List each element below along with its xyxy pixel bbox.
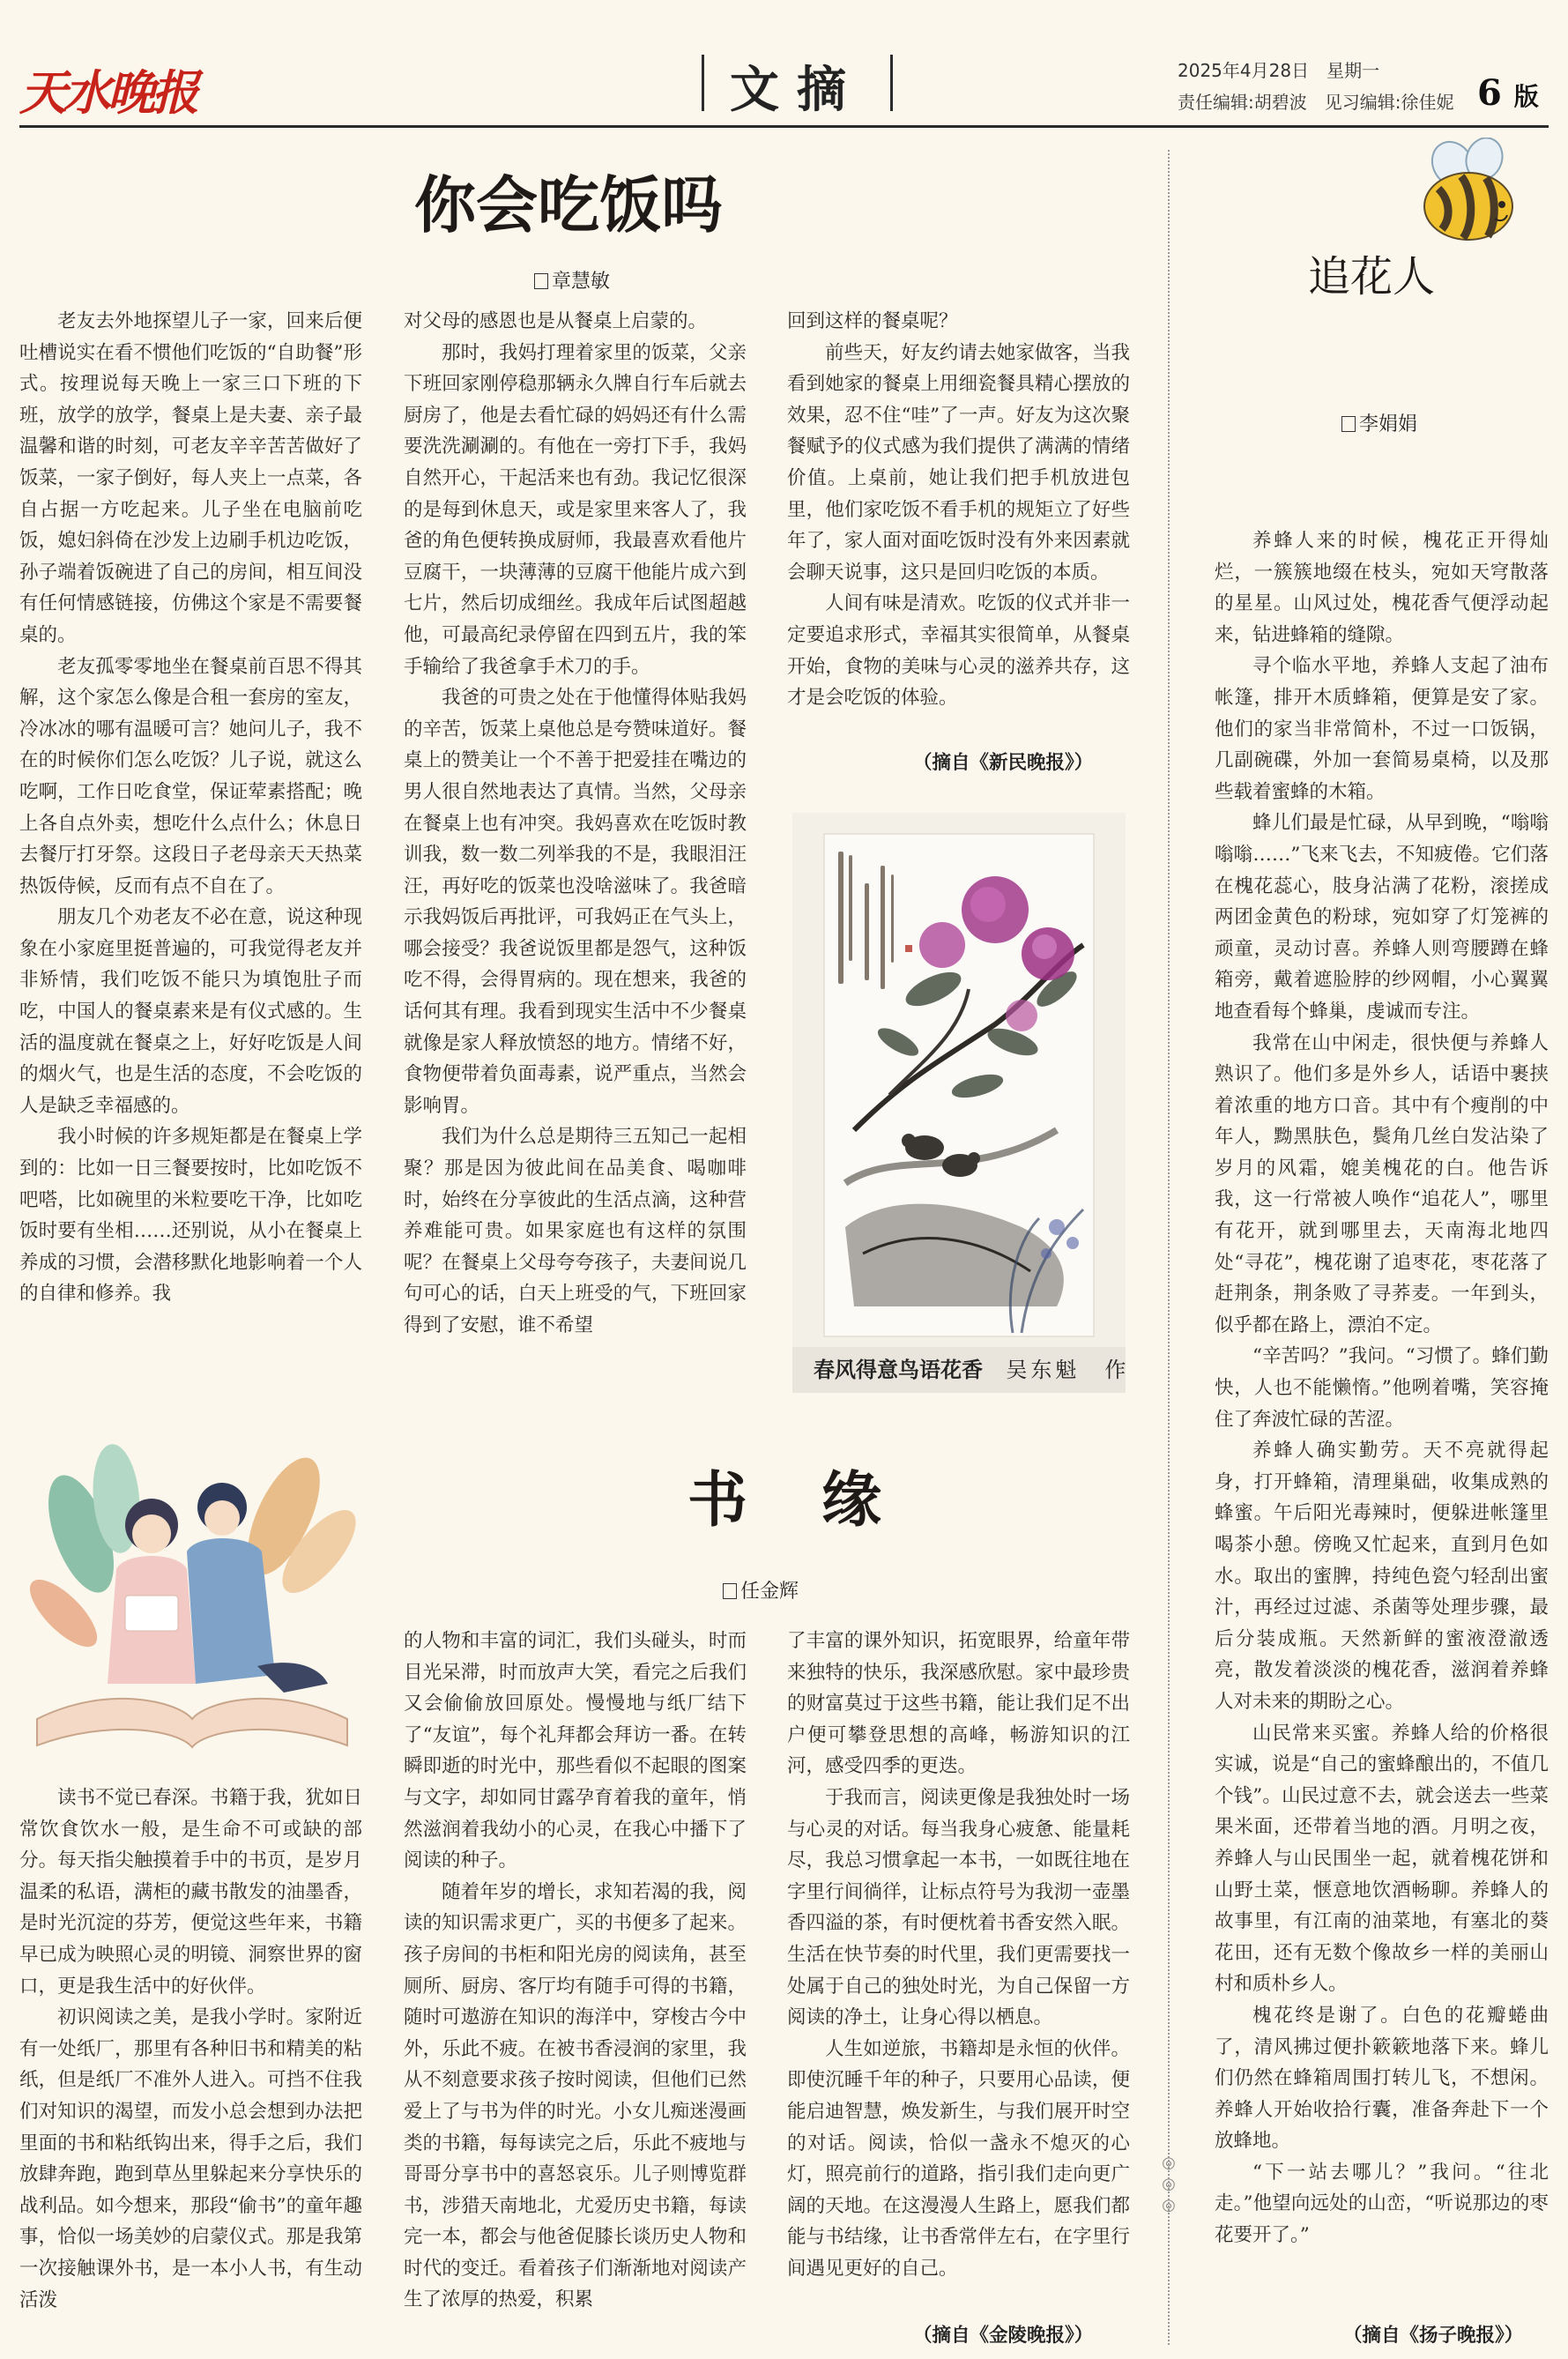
article2-title: 书 缘 (687, 1465, 889, 1536)
paragraph: 前些天，好友约请去她家做客，当我看到她家的餐桌上用细瓷餐具精心摆放的效果，忍不住“哇”了一声。好友为这次聚餐赋予的仪式感为我们提供了满满的情绪价值。上桌前，她让我们把手机放进包里，他们家吃饭不看手机的规矩立了好些年了，家人面对面吃饭时没有外来因素就会聊天说事，这只是回归吃饭的本质。 (787, 341, 1130, 584)
masthead-logo: 天水晚报 (19, 64, 196, 121)
paragraph: 养蜂人确实勤劳。天不亮就得起身，打开蜂箱，清理巢础，收集成熟的蜂蜜。午后阳光毒辣时，便躲进帐篷里喝茶小憩。傍晚又忙起来，直到月色如水。取出的蜜脾，持纯色瓷勺轻刮出蜜汁，再经过过滤、杀菌等处理步骤，最后分装成瓶。天然新鲜的蜜液澄澈透亮，散发着淡淡的槐花香，滋润着养蜂人对未来的期盼之心。 (1215, 1440, 1549, 1713)
article2-author: 任金辉 (740, 1581, 799, 1603)
paragraph: 我常在山中闲走，很快便与养蜂人熟识了。他们多是外乡人，话语中裹挟着浓重的地方口音。其中有个瘦削的中年人，黝黑肤色，鬓角几丝白发沾染了岁月的风霜，媲美槐花的白。他告诉我，这一行常被人唤作“追花人”，哪里有花开，就到哪里去，天南海北地四处“寻花”，槐花谢了追枣花，枣花落了赶荆条，荆条败了寻荞麦。一年到头，似乎都在路上，漂泊不定。 (1215, 1031, 1549, 1336)
article2-byline (723, 1576, 799, 1604)
paragraph: 于我而言，阅读更像是我独处时一场与心灵的对话。每当我身心疲惫、能量耗尽，我总习惯拿起一本书，一如既往地在字里行间徜徉，让标点符号为我沏一壶墨香四溢的茶，有时便枕着书香安然入眠。生活在快节奏的时代里，我们更需要找一处属于自己的独处时光，为自己保留一方阅读的净土，让身心得以栖息。 (787, 1786, 1130, 2029)
paragraph: 养蜂人来的时候，槐花正开得灿烂，一簇簇地缀在枝头，宛如天穹散落的星星。山风过处，槐花香气便浮动起来，钻进蜂箱的缝隙。 (1215, 530, 1549, 646)
article3-source: （摘自《扬子晚报》） (1343, 2325, 1524, 2347)
paragraph: 老友孤零零地坐在餐桌前百思不得其解，这个家怎么像是合租一套房的室友，冷冰冰的哪有温暖可言？她问儿子，我不在的时候你们怎么吃饭？儿子说，就这么吃啊，工作日吃食堂，保证荤素搭配；晚上各自点外卖，想吃什么点什么；休息日去餐厅打牙祭。这段日子老母亲天天热菜热饭侍候，反而有点不自在了。 (19, 655, 362, 897)
article1-byline (534, 266, 610, 294)
paragraph: 槐花终是谢了。白色的花瓣蜷曲了，清风拂过便扑簌簌地落下来。蜂儿们仍然在蜂箱周围打转儿飞，不想闲。养蜂人开始收拾行囊，准备奔赴下一个放蜂地。 (1215, 2004, 1549, 2153)
article3-column (1215, 525, 1549, 2320)
bird-and-flower-painting (792, 813, 1126, 1347)
paragraph: 老友去外地探望儿子一家，回来后便吐槽说实在看不惯他们吃饭的“自助餐”形式。按理说每天晚上一家三口下班的下班，放学的放学，餐桌上是夫妻、亲子最温馨和谐的时刻，可老友辛辛苦苦做好了饭菜，一家子倒好，每人夹上一点菜，各自占据一方吃起来。儿子坐在电脑前吃饭，媳妇斜倚在沙发上边刷手机边吃饭，孙子端着饭碗进了自己的房间，相互间没有任何情感链接，仿佛这个家是不需要餐桌的。 (19, 310, 362, 646)
painting-frame (792, 813, 1126, 1347)
paragraph: 我们为什么总是期待三五知己一起相聚？那是因为彼此间在品美食、喝咖啡时，始终在分享彼此的生活点滴，这种营养难能可贵。如果家庭也有这样的氛围呢？在餐桌上父母夸夸孩子，夫妻间说几句可心的话，白天上班受的气，下班回家得到了安慰，谁不希望 (404, 1126, 747, 1336)
paragraph: 的人物和丰富的词汇，我们头碰头，时而目光呆滞，时而放声大笑，看完之后我们又会偷偷放回原处。慢慢地与纸厂结下了“友谊”，每个礼拜都会拜访一番。在转瞬即逝的时光中，那些看似不起眼的图案与文字，却如同甘露孕育着我的童年，悄然滋润着我幼小的心灵，在我心中播下了阅读的种子。 (404, 1630, 747, 1872)
page-number-value: 6 (1477, 72, 1502, 114)
article2-source: （摘自《金陵晚报》） (913, 2325, 1094, 2347)
article1-author: 章慧敏 (552, 271, 611, 293)
article1-source: （摘自《新民晚报》） (913, 752, 1094, 774)
paragraph: 寻个临水平地，养蜂人支起了油布帐篷，排开木质蜂箱，便算是安了家。他们的家当非常简朴，不过一口饭锅，几副碗碟，外加一套简易桌椅，以及那些载着蜜蜂的木箱。 (1215, 655, 1549, 803)
paragraph: “辛苦吗？”我问。“习惯了。蜂们勤快，人也不能懒惰。”他咧着嘴，笑容掩住了奔波忙碌的苦涩。 (1215, 1345, 1549, 1431)
article2-column-3 (787, 1626, 1130, 2318)
article1-column-1 (19, 306, 362, 1408)
reading-couple-illustration (19, 1419, 365, 1772)
header-rule (19, 125, 1549, 128)
paragraph: 初识阅读之美，是我小学时。家附近有一处纸厂，那里有各种旧书和精美的粘纸，但是纸厂不准外人进入。可挡不住我们对知识的渴望，而发小总会想到办法把里面的书和粘纸钩出来，得手之后，我们放肆奔跑，跑到草丛里躲起来分享快乐的战利品。如今想来，那段“偷书”的童年趣事，恰似一场美妙的启蒙仪式。那是我第一次接触课外书，是一本小人书，有生动活泼 (19, 2006, 362, 2311)
paragraph: 读书不觉已春深。书籍于我，犹如日常饮食饮水一般，是生命不可或缺的部分。每天指尖触摸着手中的书页，是岁月温柔的私语，满柜的藏书散发的油墨香，是时光沉淀的芬芳，便觉这些年来，书籍早已成为映照心灵的明镜、洞察世界的窗口，更是我生活中的好伙伴。 (19, 1787, 362, 1998)
bee-icon (1407, 138, 1530, 252)
header-separator-left (702, 55, 704, 111)
divider-glyph: ◎ (1162, 2175, 1176, 2193)
paragraph: 随着年岁的增长，求知若渴的我，阅读的知识需求更广，买的书便多了起来。孩子房间的书柜和阳光房的阅读角，甚至厕所、厨房、客厅均有随手可得的书籍，随时可遨游在知识的海洋中，穿梭古今中外，乐此不疲。在被书香浸润的家里，我从不刻意要求孩子按时阅读，但他们已然爱上了与书为伴的时光。小女儿痴迷漫画类的书籍，每每读完之后，乐此不疲地与哥哥分享书中的喜怒哀乐。儿子则博览群书，涉猎天南地北，尤爱历史书籍，每读完一本，都会与他爸促膝长谈历史人物和时代的变迁。看着孩子们渐渐地对阅读产生了浓厚的热爱，积累 (404, 1880, 747, 2311)
paragraph: 了丰富的课外知识，拓宽眼界，给童年带来独特的快乐，我深感欣慰。家中最珍贵的财富莫过于这些书籍，能让我们足不出户便可攀登思想的高峰，畅游知识的江河，感受四季的更迭。 (787, 1630, 1130, 1778)
article1-title: 你会吃饭吗 (414, 168, 723, 242)
reading-illustration-svg (19, 1419, 365, 1772)
header-separator-right (890, 55, 893, 111)
paragraph: 我爸的可贵之处在于他懂得体贴我妈的辛苦，饭菜上桌他总是夸赞味道好。餐桌上的赞美让一个不善于把爱挂在嘴边的男人很自然地表达了真情。当然，父母亲在餐桌上也有冲突。我妈喜欢在吃饭时教训我，数一数二列举我的不是，我眼泪汪汪，再好吃的饭菜也没啥滋味了。我爸暗示我妈饭后再批评，可我妈正在气头上，哪会接受？我爸说饭里都是怨气，这种饭吃不得，会得胃病的。现在想来，我爸的话何其有理。我看到现实生活中不少餐桌就像是家人释放愤怒的地方。情绪不好，食物便带着负面毒素，说严重点，当然会影响胃。 (404, 687, 747, 1117)
painting-caption (792, 1347, 1130, 1393)
article3-byline (1341, 409, 1417, 436)
issue-date: 2025年4月28日 星期一 (1178, 60, 1380, 81)
paragraph: 回到这样的餐桌呢？ (787, 310, 958, 332)
divider-glyph: ◎ (1162, 2196, 1176, 2214)
article2-column-1 (19, 1782, 362, 2359)
article2-column-2 (404, 1626, 747, 2359)
article1-column-2 (404, 306, 747, 1408)
divider-glyph: ◎ (1162, 2154, 1176, 2172)
editor-credits: 责任编辑:胡碧波 见习编辑:徐佳妮 (1178, 92, 1454, 113)
page-number (1477, 72, 1539, 114)
article3-title: 追花人 (1308, 252, 1436, 301)
article1-column-3 (787, 306, 1130, 791)
paragraph: 对父母的感恩也是从餐桌上启蒙的。 (404, 310, 708, 332)
paragraph: 那时，我妈打理着家里的饭菜，父亲下班回家刚停稳那辆永久牌自行车后就去厨房了，他是去看忙碌的妈妈还有什么需要洗洗涮涮的。有他在一旁打下手，我妈自然开心，干起活来也有劲。我记忆很深的是每到休息天，或是家里来客人了，我爸的角色便转换成厨师，我最喜欢看他片豆腐干，一块薄薄的豆腐干他能片成六到七片，然后切成细丝。我成年后试图超越他，可最高纪录停留在四到五片，我的笨手输给了我爸拿手术刀的手。 (404, 341, 747, 678)
paragraph: 山民常来买蜜。养蜂人给的价格很实诚，说是“自己的蜜蜂酿出的，不值几个钱”。山民过意不去，就会送去一些菜果米面，还带着当地的酒。月明之夜，养蜂人与山民围坐一起，就着槐花饼和山野土菜，惬意地饮酒畅聊。养蜂人的故事里，有江南的油菜地，有塞北的葵花田，还有无数个像故乡一样的美丽山村和质朴乡人。 (1215, 1722, 1549, 1996)
painting-credit: 吴东魁 作 (1006, 1358, 1130, 1382)
vertical-column-divider (1168, 150, 1170, 2345)
paragraph: 人生如逆旅，书籍却是永恒的伙伴。即使沉睡千年的种子，只要用心品读，便能启迪智慧，焕发新生，与我们展开时空的对话。阅读，恰似一盏永不熄灭的心灯，照亮前行的道路，指引我们走向更广阔的天地。在这漫漫人生路上，愿我们都能与书结缘，让书香常伴左右，在字里行间遇见更好的自己。 (787, 2037, 1130, 2280)
paragraph: 朋友几个劝老友不必在意，说这种现象在小家庭里挺普遍的，可我觉得老友并非矫情，我们吃饭不能只为填饱肚子而吃，中国人的餐桌素来是有仪式感的。生活的温度就在餐桌之上，好好吃饭是人间的烟火气，也是生活的态度，不会吃饭的人是缺乏幸福感的。 (19, 906, 362, 1117)
paragraph: 我小时候的许多规矩都是在餐桌上学到的：比如一日三餐要按时，比如吃饭不吧嗒，比如碗里的米粒要吃干净，比如吃饭时要有坐相……还别说，从小在餐桌上养成的习惯，会潜移默化地影响着一个人的自律和修养。我 (19, 1126, 362, 1306)
paragraph: 人间有味是清欢。吃饭的仪式并非一定要追求形式，幸福其实很简单，从餐桌开始，食物的美味与心灵的滋养共存，这才是会吃饭的体验。 (787, 592, 1130, 710)
page-number-unit: 版 (1513, 82, 1539, 111)
paragraph: 蜂儿们最是忙碌，从早到晚，“嗡嗡嗡嗡……”飞来飞去，不知疲倦。它们落在槐花蕊心，肢身沾满了花粉，滚搓成两团金黄色的粉球，宛如穿了灯笼裤的顽童，灵动讨喜。养蜂人则弯腰蹲在蜂箱旁，戴着遮脸脖的纱网帽，小心翼翼地查看每个蜂巢，虔诚而专注。 (1215, 812, 1549, 1023)
article3-author: 李娟娟 (1359, 413, 1418, 435)
painting-caption-title: 春风得意鸟语花香 (814, 1358, 983, 1382)
section-title: 文摘 (730, 61, 864, 119)
paragraph: “下一站去哪儿？”我问。“往北走。”他望向远处的山峦，“听说那边的枣花要开了。” (1215, 2161, 1549, 2247)
bee-illustration (1407, 138, 1530, 252)
